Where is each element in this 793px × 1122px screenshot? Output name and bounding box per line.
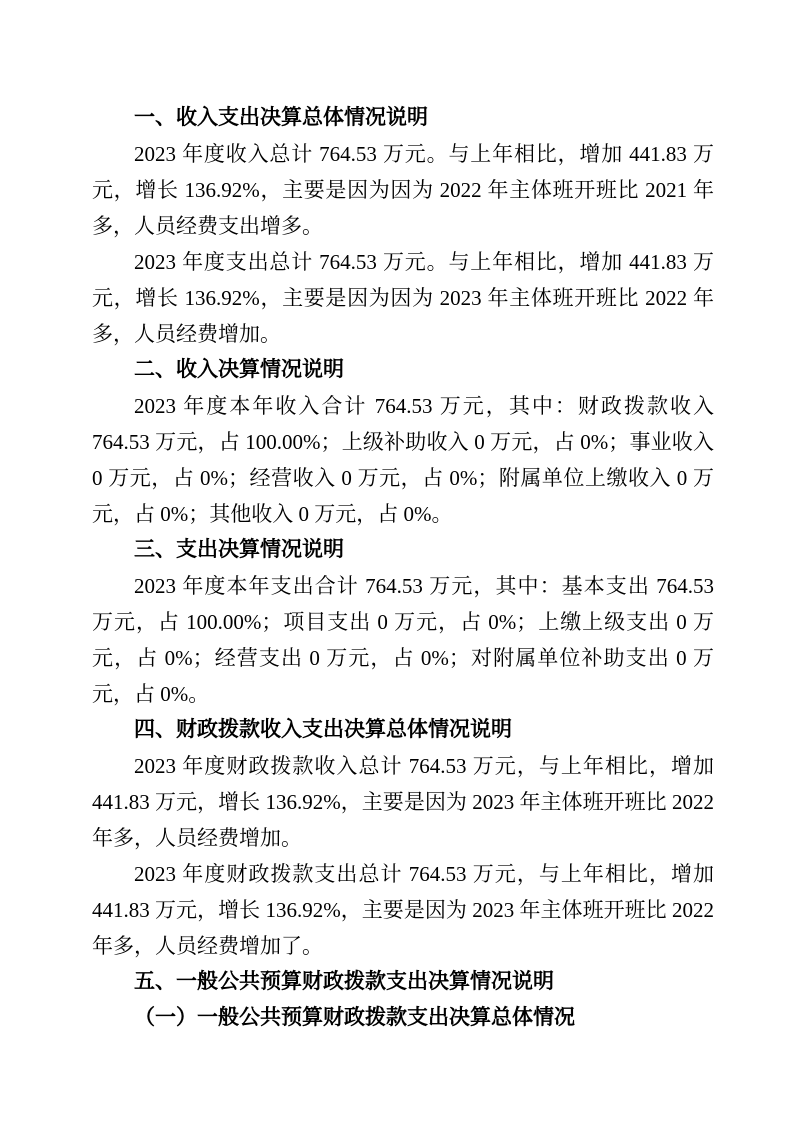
section-4-heading: 四、财政拨款收入支出决算总体情况说明 <box>134 718 512 741</box>
section-1-paragraph-1: 2023 年度收入总计 764.53 万元。与上年相比，增加 441.83 万元，增长 136.92%，主要是因为因为 2022 年主体班开班比 2021 年多，人员经费支出增多。 <box>92 142 714 238</box>
section-1-paragraph-2: 2023 年度支出总计 764.53 万元。与上年相比，增加 441.83 万元，增长 136.92%，主要是因为因为 2023 年主体班开班比 2022 年多，人员经费增加。 <box>92 250 714 346</box>
section-5-subheading-1: （一）一般公共预算财政拨款支出决算总体情况 <box>134 1006 575 1029</box>
section-3-paragraph-1: 2023 年度本年支出合计 764.53 万元，其中：基本支出 764.53 万元，占 100.00%；项目支出 0 万元，占 0%；上缴上级支出 0 万元，占 0%；经营支出 0 万元，占 0%；对附属单位补助支出 0 万元，占 0%。 <box>92 574 714 706</box>
section-3-heading: 三、支出决算情况说明 <box>134 538 344 561</box>
section-2-heading: 二、收入决算情况说明 <box>134 358 344 381</box>
section-1-heading: 一、收入支出决算总体情况说明 <box>134 106 428 129</box>
section-4-paragraph-1: 2023 年度财政拨款收入总计 764.53 万元，与上年相比，增加 441.83 万元，增长 136.92%，主要是因为 2023 年主体班开班比 2022 年多，人员经费增加。 <box>92 754 714 850</box>
section-5-heading: 五、一般公共预算财政拨款支出决算情况说明 <box>134 970 554 993</box>
section-2-paragraph-1: 2023 年度本年收入合计 764.53 万元，其中：财政拨款收入 764.53 万元，占 100.00%；上级补助收入 0 万元，占 0%；事业收入 0 万元，占 0%；经营收入 0 万元，占 0%；附属单位上缴收入 0 万元，占 0%；其他收入 0 万元，占 0%。 <box>92 394 714 526</box>
section-4-paragraph-2: 2023 年度财政拨款支出总计 764.53 万元，与上年相比，增加 441.83 万元，增长 136.92%，主要是因为 2023 年主体班开班比 2022 年多，人员经费增加了。 <box>92 862 714 958</box>
